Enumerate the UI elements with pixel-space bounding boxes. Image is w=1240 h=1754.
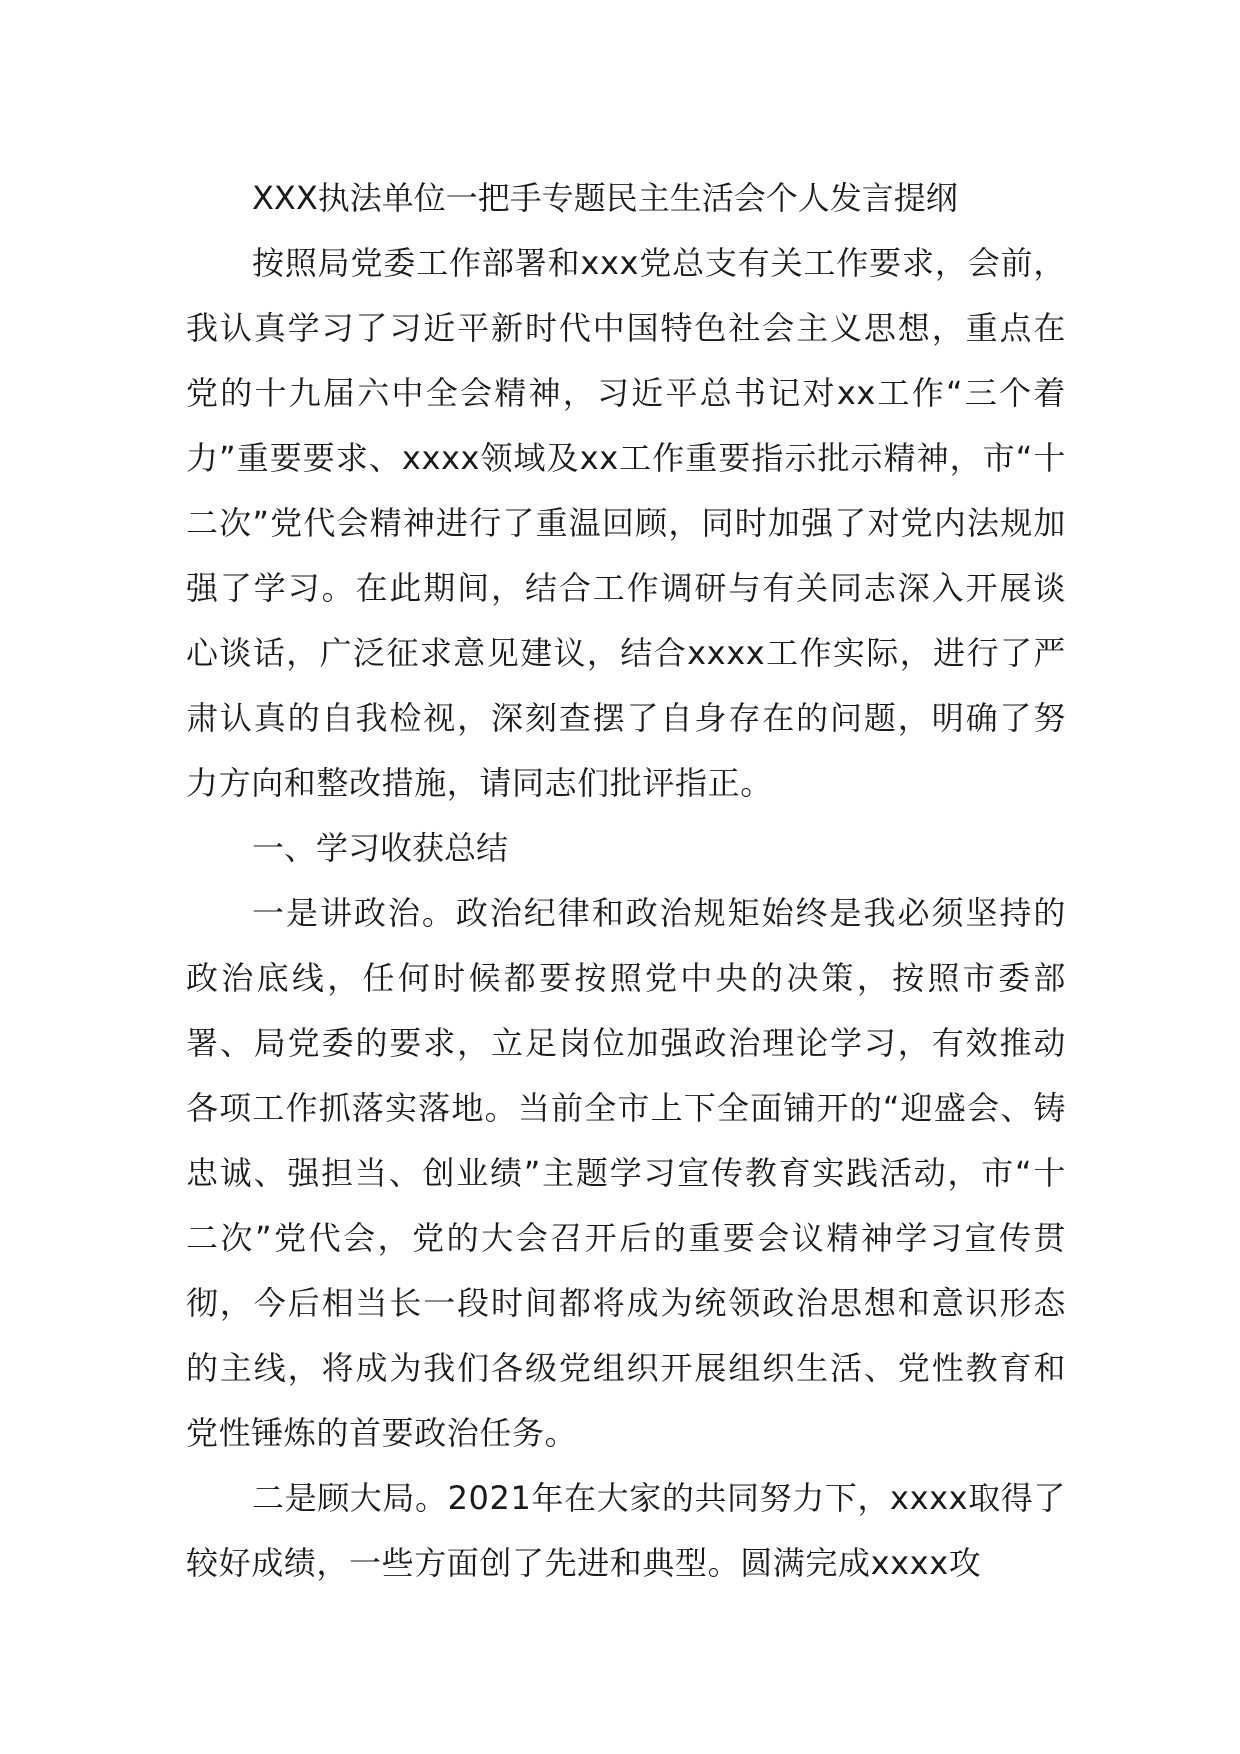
section-heading: 一、学习收获总结: [252, 829, 509, 867]
document-body: [186, 166, 1066, 1596]
intro-paragraph: 按照局党委工作部署和xxx党总支有关工作要求，会前，我认真学习了习近平新时代中国特色社会主义思想，重点在党的十九届六中全会精神，习近平总书记对xx工作“三个着力”重要要求、xxxx领域及xx工作重要指示批示精神，市“十二次”党代会精神进行了重温回顾，同时加强了对党内法规加强了学习。在此期间，结合工作调研与有关同志深入开展谈心谈话，广泛征求意见建议，结合xxxx工作实际，进行了严肃认真的自我检视，深刻查摆了自身存在的问题，明确了努力方向和整改措施，请同志们批评指正。: [186, 244, 1066, 802]
document-title: XXX执法单位一把手专题民主生活会个人发言提纲: [252, 179, 958, 217]
paragraph-overall-situation: 二是顾大局。2021年在大家的共同努力下，xxxx取得了较好成绩，一些方面创了先进和典型。圆满完成xxxx攻: [186, 1479, 1066, 1582]
paragraph-politics: 一是讲政治。政治纪律和政治规矩始终是我必须坚持的政治底线，任何时候都要按照党中央的决策，按照市委部署、局党委的要求，立足岗位加强政治理论学习，有效推动各项工作抓落实落地。当前全市上下全面铺开的“迎盛会、铸忠诚、强担当、创业绩”主题学习宣传教育实践活动，市“十二次”党代会，党的大会召开后的重要会议精神学习宣传贯彻，今后相当长一段时间都将成为统领政治思想和意识形态的主线，将成为我们各级党组织开展组织生活、党性教育和党性锤炼的首要政治任务。: [186, 894, 1066, 1452]
